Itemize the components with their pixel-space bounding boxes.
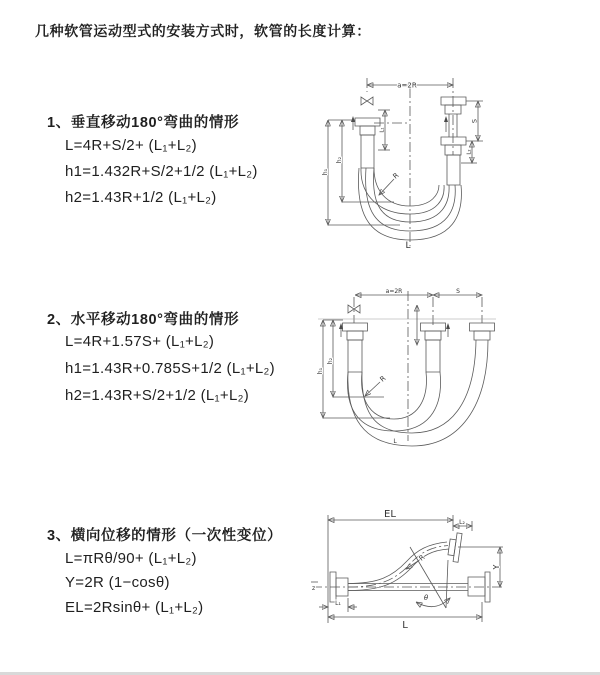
up-arrow [351, 116, 355, 130]
dim-a2r-label: a=2R [385, 288, 403, 295]
dim-h1-label: h₁ [317, 367, 324, 375]
dimension-h2 [327, 320, 384, 397]
section1-formula-L: L=4R+S/2+ (L₁+L₂) [65, 137, 197, 154]
section3-heading: 3、横向位移的情形（一次性变位） [47, 528, 283, 544]
dim-s-label: S [470, 118, 479, 124]
dimension-h1 [317, 320, 390, 418]
dimension-a2r [355, 288, 433, 295]
radius-callout [365, 374, 388, 396]
dim-l1-label: L₁ [379, 127, 386, 133]
section3-formula-Y: Y=2R (1−cosθ) [65, 574, 170, 591]
hose-u-bend-moved [348, 340, 488, 446]
left-fitting [343, 323, 368, 372]
section2-formula-h1: h1=1.43R+0.785S+1/2 (L₁+L₂) [65, 360, 275, 377]
dimension-el [328, 509, 453, 623]
dim-l-label: L [402, 620, 408, 631]
dim-a2r-label: a=2R [397, 81, 417, 90]
dim-l2-label: L₂ [459, 519, 465, 526]
angle-theta [410, 547, 450, 608]
valve-icon [361, 97, 373, 105]
section2-heading: 2、水平移动180°弯曲的情形 [47, 312, 240, 328]
dim-h1-label: h₁ [322, 168, 329, 176]
dim-el-label: EL [384, 509, 396, 520]
section1-heading: 1、垂直移动180°弯曲的情形 [47, 115, 240, 131]
dimension-s [433, 288, 482, 295]
page-title: 几种软管运动型式的安装方式时，软管的长度计算： [35, 23, 371, 39]
radius-label: R [378, 374, 388, 384]
section1-formula-h2: h2=1.43R+1/2 (L₁+L₂) [65, 189, 217, 206]
left-fitting [355, 118, 380, 168]
section3-formula-L: L=πRθ/90+ (L₁+L₂) [65, 550, 197, 567]
dimension-l2 [461, 141, 477, 163]
section2-formula-h2: h2=1.43R+S/2+1/2 (L₁+L₂) [65, 387, 250, 404]
theta-label: θ [423, 594, 429, 602]
dimension-y [458, 547, 503, 587]
middle-fitting [421, 323, 446, 372]
section2-formula-L: L=4R+1.57S+ (L₁+L₂) [65, 333, 215, 350]
dim-h2-label: h₂ [327, 357, 334, 365]
up-arrow [444, 116, 448, 132]
up-arrow [446, 323, 450, 337]
dim-l2-label: L₂ [466, 149, 473, 155]
dimension-l2 [453, 519, 472, 531]
dimension-l [328, 602, 482, 631]
length-label: L [393, 438, 397, 445]
diagram-vertical-180-bend [310, 68, 600, 258]
radius-label: R [417, 553, 427, 563]
dim-l1-label: L₁ [335, 600, 341, 607]
axis-mark-label: z [312, 585, 316, 592]
radius-callout [379, 171, 401, 195]
dimension-l1 [378, 110, 390, 150]
radius-label: R [391, 171, 401, 181]
dim-y-label: Y [492, 564, 501, 570]
diagram-horizontal-180-bend [310, 283, 600, 453]
hose-u-bend-original [347, 372, 440, 431]
dim-h2-label: h₂ [336, 156, 343, 164]
length-label: L [405, 241, 411, 251]
right-fitting [441, 97, 466, 185]
radius-callout [406, 553, 427, 569]
dimension-a2r [367, 82, 453, 90]
section1-formula-h1: h1=1.432R+S/2+1/2 (L₁+L₂) [65, 163, 258, 180]
diagram-lateral-displacement [300, 498, 600, 658]
dimension-s [466, 101, 483, 141]
section3-formula-EL: EL=2Rsinθ+ (L₁+L₂) [65, 599, 204, 616]
dimension-l1 [319, 598, 357, 612]
dim-s-label: S [456, 288, 460, 295]
right-fitting [470, 323, 495, 340]
